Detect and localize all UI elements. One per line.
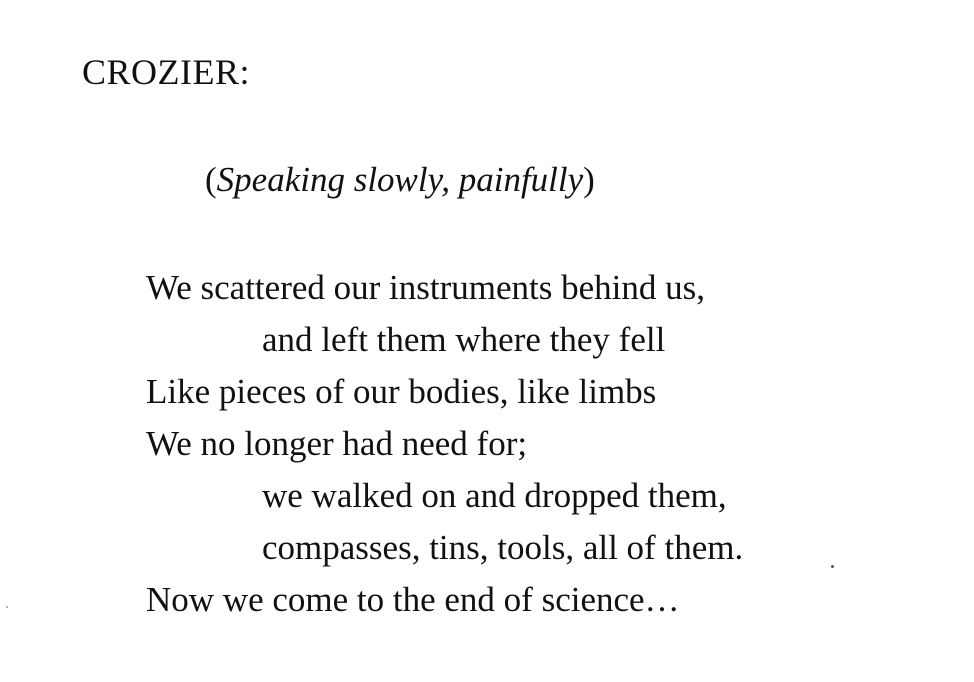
verse-line: we walked on and dropped them, xyxy=(262,476,727,515)
verse-line: Now we come to the end of science… xyxy=(146,580,680,619)
scan-speck xyxy=(6,606,8,608)
verse-line: and left them where they fell xyxy=(262,320,666,359)
speaker-name: CROZIER: xyxy=(82,52,251,92)
stage-direction-open-paren: ( xyxy=(205,160,217,199)
stage-direction xyxy=(205,162,595,197)
verse-block xyxy=(146,268,946,632)
verse-line: Like pieces of our bodies, like limbs xyxy=(146,372,657,411)
scan-speck xyxy=(831,565,834,568)
verse-line: We no longer had need for; xyxy=(146,424,528,463)
verse-line: compasses, tins, tools, all of them. xyxy=(262,528,744,567)
stage-direction-text: Speaking slowly, painfully xyxy=(216,160,584,199)
verse-line: We scattered our instruments behind us, xyxy=(146,268,705,307)
stage-direction-close-paren: ) xyxy=(583,160,595,199)
